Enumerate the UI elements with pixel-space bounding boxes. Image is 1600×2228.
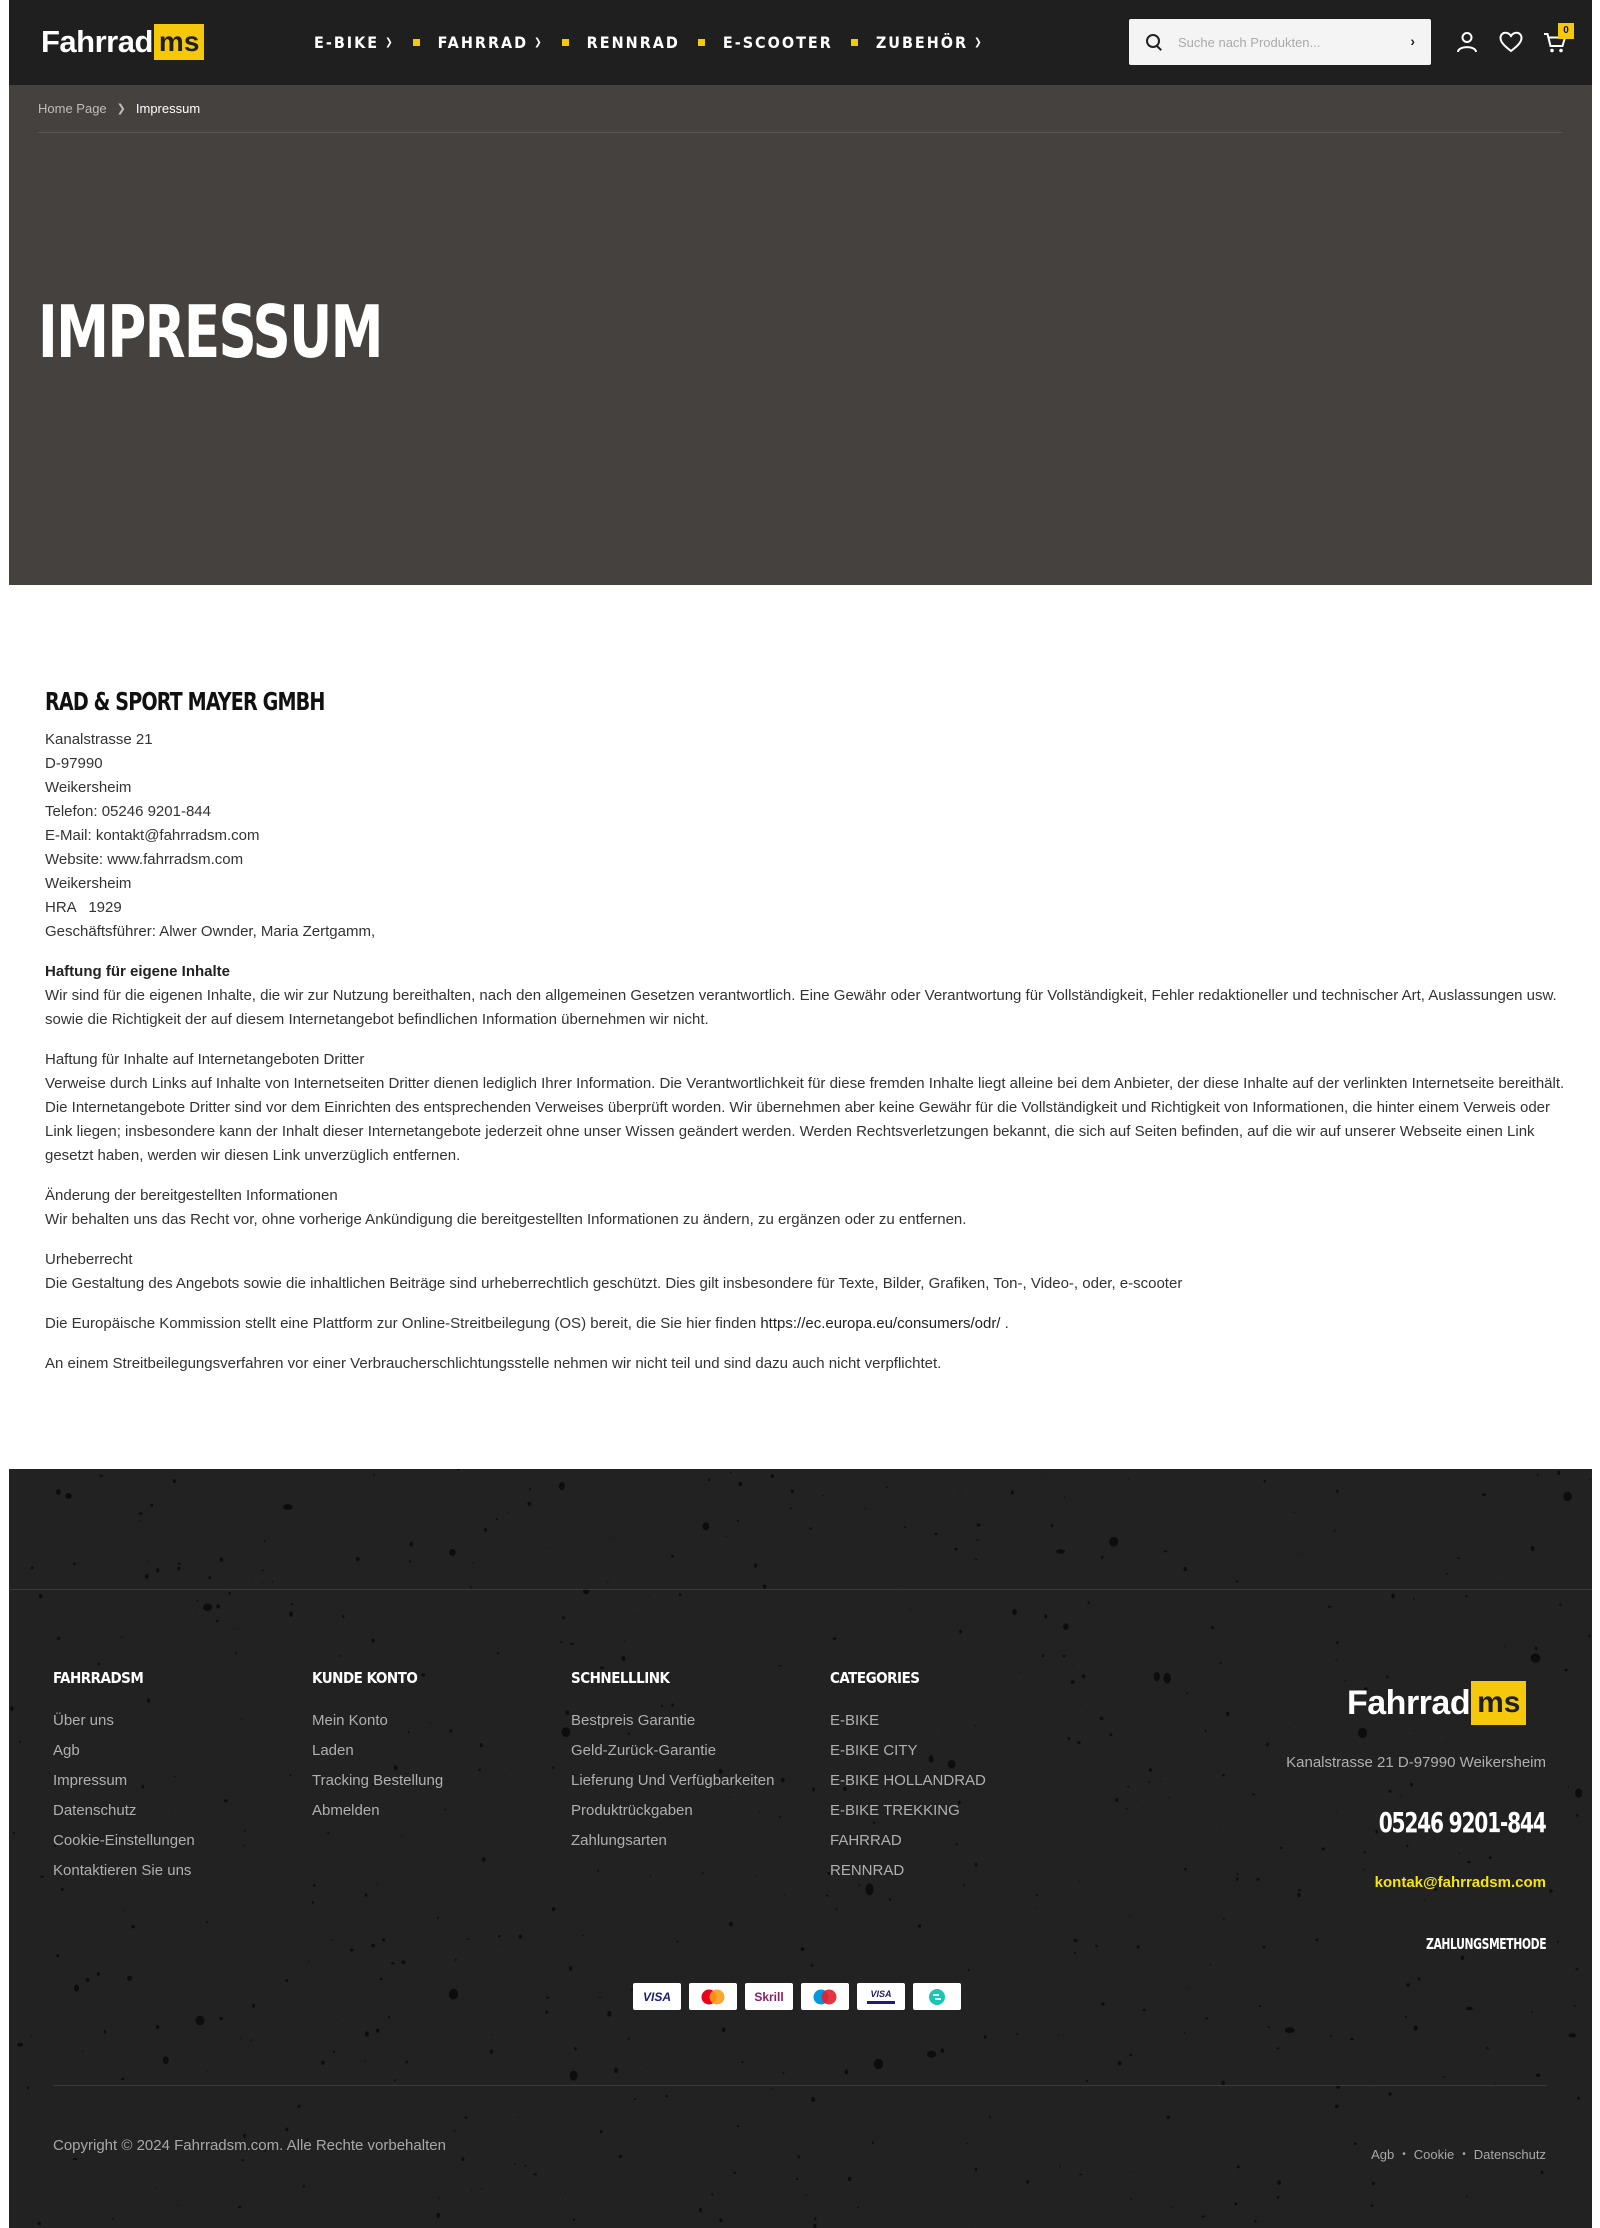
nav-separator	[698, 39, 705, 46]
payment-methods-label: ZAHLUNGSMETHODE	[1425, 1935, 1546, 1953]
nav-label: FAHRRAD	[437, 33, 529, 52]
footer-link[interactable]: Lieferung Und Verfügbarkeiten	[571, 1772, 775, 1789]
section-haftung-eigene	[45, 960, 1565, 1032]
footer-link[interactable]: E-BIKE CITY	[830, 1742, 918, 1759]
footer-texture	[9, 1469, 1592, 2228]
breadcrumb-current: Impressum	[135, 101, 201, 116]
address-line: Weikersheim	[45, 875, 132, 892]
page	[9, 0, 1592, 2228]
section-text: .	[1000, 1315, 1009, 1332]
footer-column-title: KUNDE KONTO	[312, 1669, 418, 1687]
page-banner	[9, 85, 1592, 585]
section-haftung-dritter	[45, 1048, 1565, 1168]
legal-link-cookie[interactable]: Cookie	[1413, 2147, 1455, 2162]
site-footer	[9, 1469, 1592, 2228]
section-text: Verweise durch Links auf Inhalte von Internetseiten Dritter dienen lediglich Ihrer Information. Die Verantwortlichkeit für diese fremden Inhalte liegt alleine bei dem Anbieter, der diese Inhalte auf der verlinkten Internetseite bereithält. Die Internetangebote Dritter sind vor dem Einrichten des entsprechenden Verweises überprüft worden. Wir übernehmen aber keine Gewähr für die Vollständigkeit und Richtigkeit von Informationen, die hinter einem Verweis oder Link liegen; insbesondere kann der Inhalt dieser Internetangebote jederzeit ohne unser Wissen geändert werden. Werden Rechtsverletzungen bekannt, die sich auf Seiten befinden, auf die wir auf unserer Webseite einen Link gesetzt haben, werden wir diesen Link unverzüglich entfernen.	[45, 1075, 1565, 1164]
breadcrumb-home-link[interactable]: Home Page	[38, 101, 107, 116]
nav-item-zubehoer[interactable]	[876, 33, 984, 52]
user-icon[interactable]	[1454, 29, 1480, 55]
skrill-label: Skrill	[754, 1989, 784, 2004]
nav-item-fahrrad[interactable]	[438, 33, 544, 52]
cart-icon[interactable]	[1542, 25, 1569, 55]
nav-label: E-BIKE	[314, 33, 380, 52]
separator-dot: •	[1402, 2149, 1406, 2160]
nav-separator	[851, 39, 858, 46]
breadcrumb	[38, 101, 200, 116]
footer-link[interactable]: Agb	[53, 1742, 80, 1759]
site-logo[interactable]	[41, 24, 204, 60]
footer-link[interactable]: Datenschutz	[53, 1802, 137, 1819]
address-line: D-97990	[45, 755, 103, 772]
footer-link[interactable]: Laden	[312, 1742, 354, 1759]
nav-separator	[562, 39, 569, 46]
footer-divider	[53, 2085, 1547, 2086]
stripe-icon	[913, 1983, 961, 2010]
logo-badge: ms	[154, 24, 204, 60]
odr-link[interactable]: https://ec.europa.eu/consumers/odr/	[760, 1315, 1001, 1332]
footer-link[interactable]: RENNRAD	[830, 1862, 905, 1879]
visa-label: VISA	[642, 1989, 671, 2004]
visa-electron-icon	[857, 1983, 905, 2010]
nav-separator	[413, 39, 420, 46]
footer-column-schnelllink	[571, 1669, 774, 1856]
legal-links	[1371, 2147, 1546, 2162]
footer-link[interactable]: Impressum	[53, 1772, 128, 1789]
footer-column-fahrradsm	[53, 1669, 195, 1886]
footer-link[interactable]: Kontaktieren Sie uns	[53, 1862, 192, 1879]
nav-item-e-scooter[interactable]	[723, 33, 833, 52]
site-header	[9, 0, 1592, 85]
footer-link[interactable]: E-BIKE HOLLANDRAD	[830, 1772, 986, 1789]
search-submit-arrow-icon[interactable]: ›	[1410, 33, 1415, 49]
nav-item-e-bike[interactable]	[314, 33, 395, 52]
skrill-icon	[745, 1983, 793, 2010]
footer-link[interactable]: Cookie-Einstellungen	[53, 1832, 195, 1849]
payment-methods	[633, 1983, 961, 2010]
footer-link[interactable]: Abmelden	[312, 1802, 380, 1819]
section-aenderung	[45, 1184, 1565, 1232]
footer-email[interactable]: kontak@fahrradsm.com	[1374, 1874, 1546, 1891]
footer-address: Kanalstrasse 21 D-97990 Weikersheim	[1286, 1754, 1546, 1771]
address-line: E-Mail: kontakt@fahrradsm.com	[45, 827, 260, 844]
address-line: Kanalstrasse 21	[45, 731, 153, 748]
legal-link-agb[interactable]: Agb	[1371, 2147, 1395, 2162]
chevron-down-icon: ❯	[974, 37, 984, 48]
footer-logo[interactable]	[1347, 1681, 1526, 1725]
heart-icon[interactable]	[1498, 29, 1524, 55]
nav-label: RENNRAD	[586, 33, 680, 52]
search-input[interactable]	[1178, 35, 1398, 50]
visa-icon	[633, 1983, 681, 2010]
footer-link[interactable]: Bestpreis Garantie	[571, 1712, 696, 1729]
cart-count-badge: 0	[1558, 23, 1574, 39]
company-address	[45, 728, 1565, 944]
footer-link[interactable]: E-BIKE TREKKING	[830, 1802, 960, 1819]
nav-label: E-SCOOTER	[722, 33, 833, 52]
section-text: An einem Streitbeilegungsverfahren vor einer Verbraucherschlichtungsstelle nehmen wir nicht teil und sind dazu auch nicht verpflichtet.	[45, 1355, 942, 1372]
section-heading: Haftung für Inhalte auf Internetangeboten Dritter	[45, 1051, 365, 1068]
section-text: Die Gestaltung des Angebots sowie die inhaltlichen Beiträge sind urheberrechtlich geschützt. Dies gilt insbesondere für Texte, Bilder, Grafiken, Ton-, Video-, oder, e-scooter	[45, 1275, 1183, 1292]
section-streit	[45, 1352, 1565, 1376]
search-bar	[1129, 19, 1431, 65]
footer-divider	[9, 1589, 1592, 1590]
address-line: Weikersheim	[45, 779, 132, 796]
footer-column-kunde-konto	[312, 1669, 443, 1826]
search-icon	[1144, 32, 1164, 52]
footer-column-title: CATEGORIES	[830, 1669, 920, 1687]
chevron-down-icon: ❯	[385, 37, 395, 48]
page-title: IMPRESSUM	[38, 290, 382, 374]
nav-label: ZUBEHÖR	[875, 33, 969, 52]
chevron-right-icon: ❯	[116, 103, 126, 115]
footer-link[interactable]: Geld-Zurück-Garantie	[571, 1742, 717, 1759]
maestro-icon	[801, 1983, 849, 2010]
separator-dot: •	[1462, 2149, 1466, 2160]
footer-link[interactable]: Produktrückgaben	[571, 1802, 693, 1819]
section-text: Wir behalten uns das Recht vor, ohne vorherige Ankündigung die bereitgestellten Informationen zu ändern, zu ergänzen oder zu entfernen.	[45, 1211, 967, 1228]
section-odr	[45, 1312, 1565, 1336]
address-line: Website: www.fahrradsm.com	[45, 851, 244, 868]
footer-column-title: SCHNELLLINK	[571, 1669, 670, 1687]
address-line: Geschäftsführer: Alwer Ownder, Maria Zertgamm,	[45, 923, 376, 940]
footer-link[interactable]: Zahlungsarten	[571, 1832, 667, 1849]
mastercard-icon	[689, 1983, 737, 2010]
nav-item-rennrad[interactable]	[587, 33, 680, 52]
footer-link[interactable]: FAHRRAD	[830, 1832, 902, 1849]
breadcrumb-divider	[38, 132, 1562, 133]
footer-link[interactable]: E-BIKE	[830, 1712, 880, 1729]
address-line: HRA 1929	[45, 899, 122, 916]
footer-link[interactable]: Über uns	[53, 1712, 114, 1729]
section-text: Die Europäische Kommission stellt eine Plattform zur Online-Streitbeilegung (OS) bereit, die Sie hier finden	[45, 1315, 761, 1332]
section-heading: Änderung der bereitgestellten Informationen	[45, 1187, 338, 1204]
address-line: Telefon: 05246 9201-844	[45, 803, 211, 820]
visa-electron-label: VISA	[870, 1988, 892, 1999]
section-text: Wir sind für die eigenen Inhalte, die wir zur Nutzung bereithalten, nach den allgemeinen Gesetzen verantwortlich. Eine Gewähr oder Verantwortung für Vollständigkeit, Fehler redaktioneller und technischer Art, Auslassungen usw. sowie die Richtigkeit der auf diesem Internetangebot befindlichen Information übernehmen wir nicht.	[45, 987, 1557, 1028]
section-heading: Urheberrecht	[45, 1251, 133, 1268]
chevron-down-icon: ❯	[534, 37, 544, 48]
electron-mark	[867, 2001, 895, 2004]
footer-column-categories	[830, 1669, 986, 1886]
logo-text: Fahrrad	[41, 24, 153, 59]
section-urheberrecht	[45, 1248, 1565, 1296]
footer-column-title: FAHRRADSM	[53, 1669, 144, 1687]
logo-badge: ms	[1471, 1681, 1526, 1725]
footer-phone[interactable]: 05246 9201-844	[1379, 1806, 1546, 1839]
main-nav	[314, 0, 984, 85]
footer-link[interactable]: Mein Konto	[312, 1712, 388, 1729]
logo-text: Fahrrad	[1347, 1683, 1471, 1722]
copyright: Copyright © 2024 Fahrradsm.com. Alle Rechte vorbehalten	[53, 2137, 446, 2154]
legal-link-datenschutz[interactable]: Datenschutz	[1473, 2147, 1546, 2162]
footer-link[interactable]: Tracking Bestellung	[312, 1772, 444, 1789]
section-heading: Haftung für eigene Inhalte	[45, 963, 231, 980]
impressum-content	[45, 684, 1565, 1376]
company-name: RAD & SPORT MAYER GMBH	[45, 687, 325, 716]
